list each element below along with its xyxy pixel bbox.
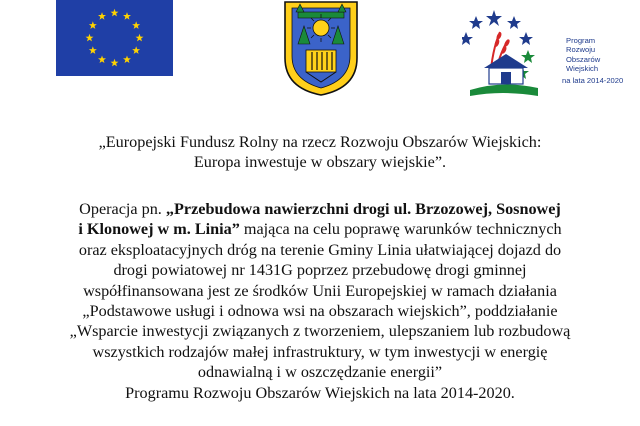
body-line: oraz eksploatacyjnych dróg na terenie Gminy Linia ułatwiającej dojazd do [78, 240, 562, 259]
fund-motto [0, 132, 640, 173]
body-line: Programu Rozwoju Obszarów Wiejskich na lata 2014-2020. [125, 383, 515, 402]
prow-line: Wiejskich [566, 64, 599, 74]
operation-description [0, 199, 640, 403]
prow-line: Rozwoju [566, 45, 596, 55]
prow-years: na lata 2014-2020 [562, 75, 624, 85]
body-line: „Wsparcie inwestycji związanych z tworzeniem, ulepszaniem lub rozbudową [69, 322, 571, 341]
operation-prefix: Operacja pn. [79, 200, 166, 218]
prow-line: Obszarów [566, 54, 601, 64]
body-line [0, 219, 640, 239]
body-text: mająca na celu poprawę warunków technicznych [239, 220, 562, 239]
body-line: drogi powiatowej nr 1431G poprzez przebudowę drogi gminnej [113, 261, 527, 280]
eu-flag-icon [56, 0, 173, 76]
body-line: współfinansowana jest ze środków Unii Europejskiej w ramach działania [83, 281, 557, 300]
coat-of-arms-icon [282, 0, 360, 96]
body-line [0, 199, 640, 219]
body-line: „Podstawowe usługi i odnowa wsi na obszarach wiejskich”, poddziałanie [82, 302, 558, 321]
prow-line: Program [566, 36, 596, 45]
body-line: wszystkich rodzajów małej infrastruktury, w tym inwestycji w energię [92, 342, 548, 361]
logo-header [0, 0, 640, 110]
operation-title-cont: i Klonowej w m. Linia” [78, 220, 240, 239]
motto-line: „Europejski Fundusz Rolny na rzecz Rozwoju Obszarów Wiejskich: [98, 133, 542, 151]
body-line: odnawialną i w oszczędzanie energii” [197, 363, 443, 382]
motto-line: Europa inwestuje w obszary wiejskie”. [193, 153, 447, 172]
prow-logo-text [562, 36, 624, 85]
operation-title: „Przebudowa nawierzchni drogi ul. Brzozowej, Sosnowej [165, 200, 561, 218]
